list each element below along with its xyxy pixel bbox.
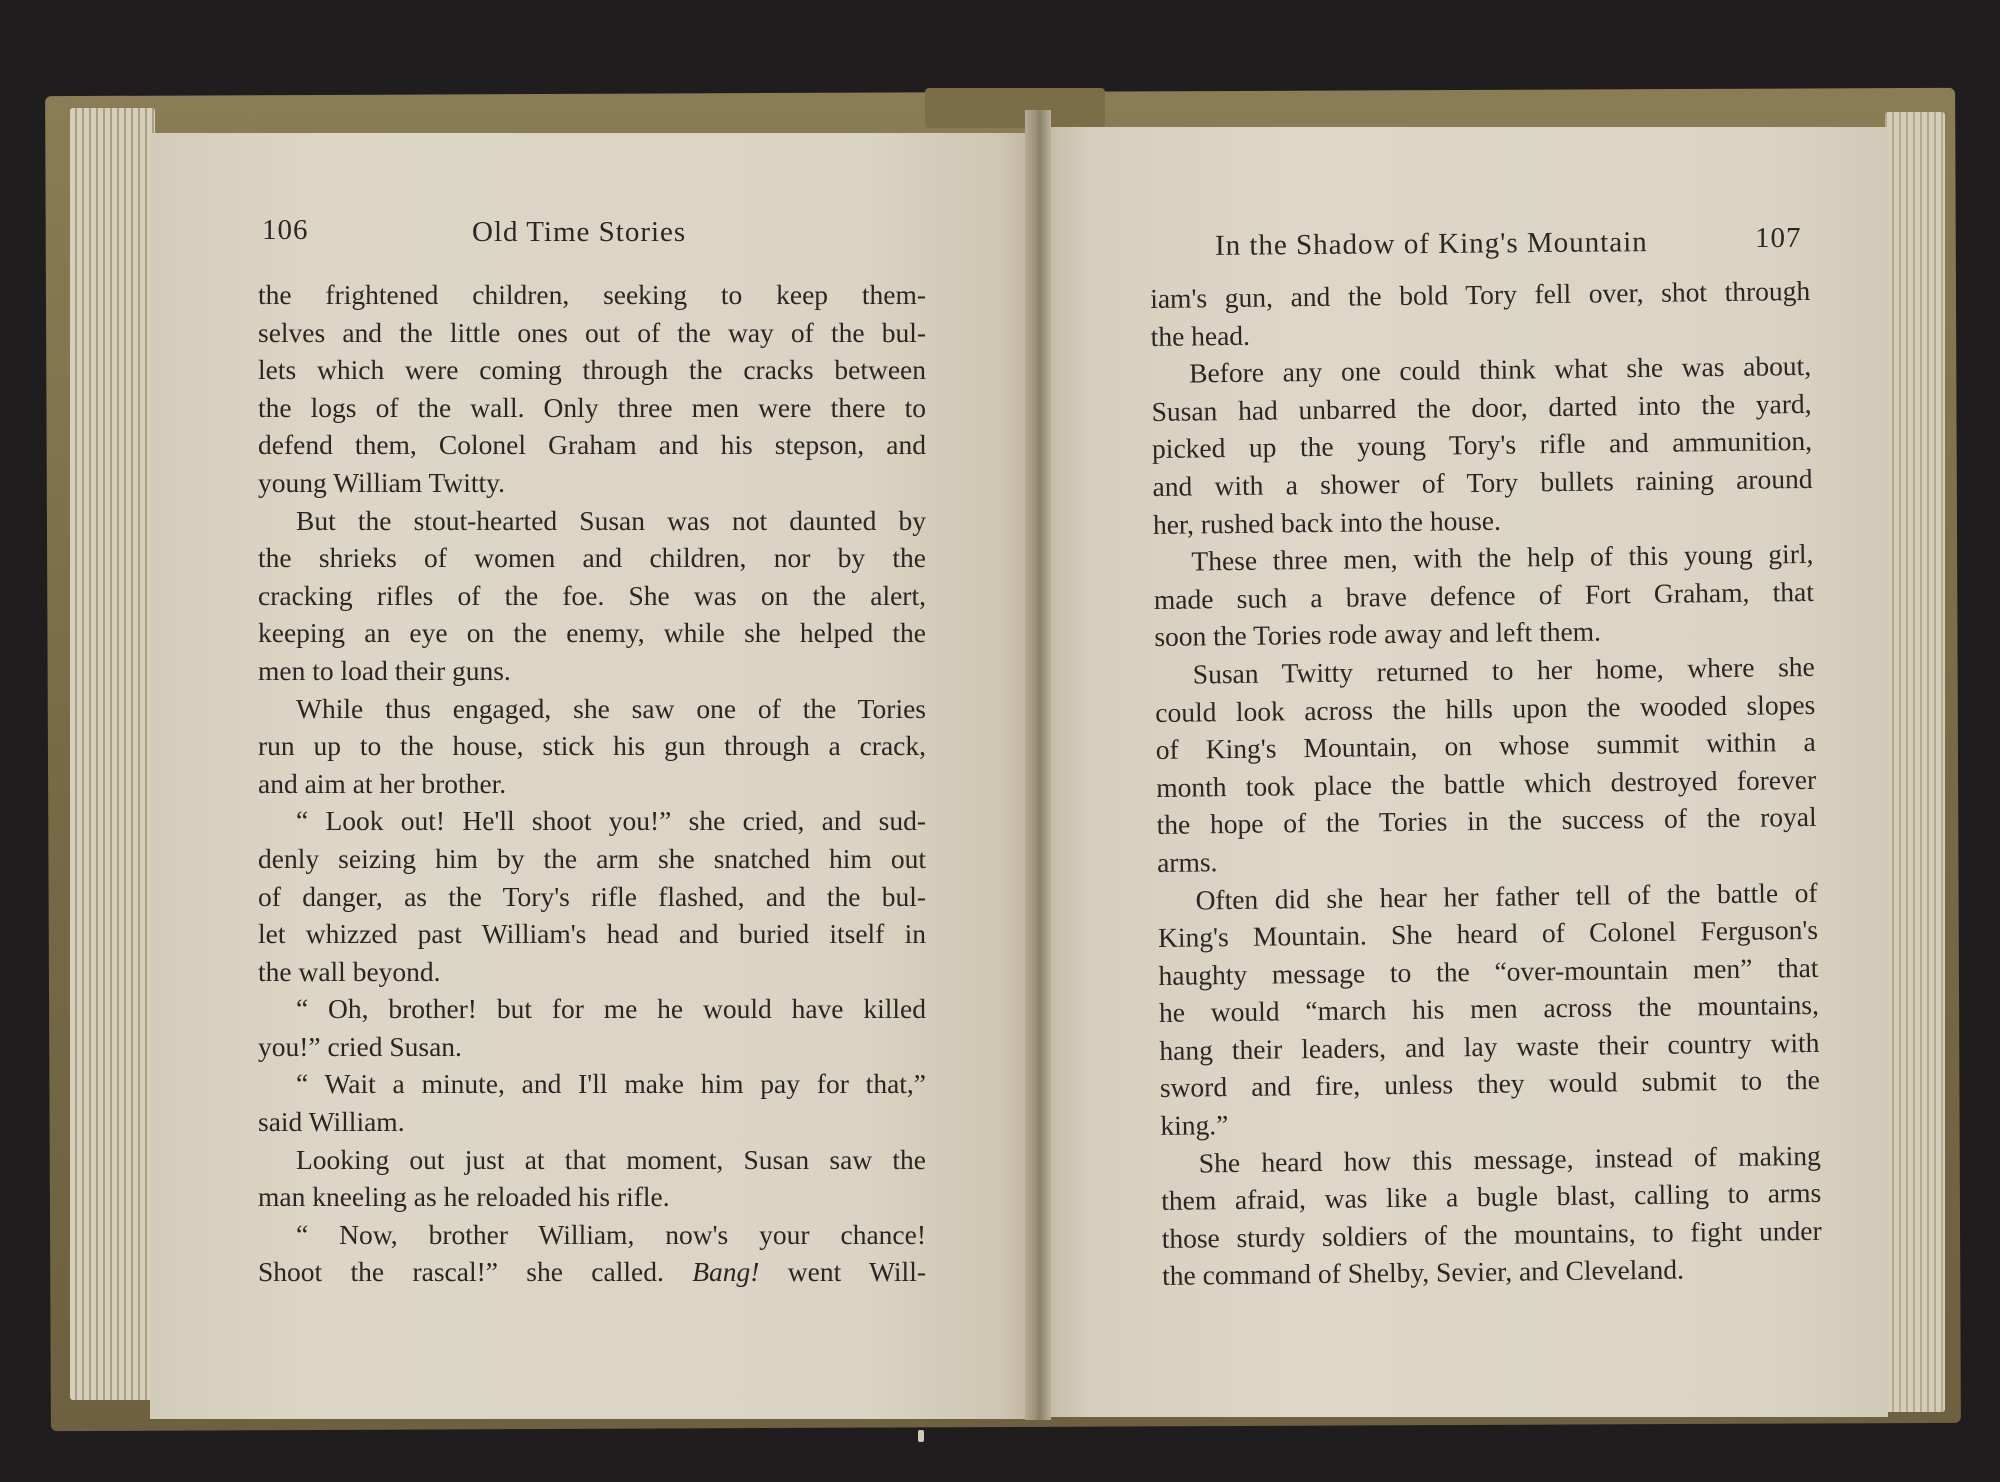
text-line: man kneeling as he reloaded his rifle. <box>258 1181 670 1213</box>
text-line: She heard how this message, instead of making <box>1198 1139 1821 1179</box>
text-line: defend them, Colonel Graham and his stepson, and <box>258 429 926 461</box>
text-line: hang their leaders, and lay waste their country with <box>1159 1026 1820 1066</box>
text-line: Susan had unbarred the door, darted into the yard, <box>1151 387 1812 427</box>
text-line: the wall beyond. <box>258 955 441 987</box>
text-line: Often did she hear her father tell of the battle of <box>1195 876 1818 915</box>
text-line: let whizzed past William's head and buried itself in <box>258 918 926 950</box>
text-line: “ Wait a minute, and I'll make him pay for that,” <box>296 1068 926 1100</box>
text-line: “ Oh, brother! but for me he would have killed <box>296 993 926 1025</box>
text-line: keeping an eye on the enemy, while she helped the <box>258 617 926 649</box>
text-line: the frightened children, seeking to keep them- <box>258 279 926 310</box>
text-line: Susan Twitty returned to her home, where she <box>1192 650 1815 690</box>
text-segment: Shoot the rascal!” she called. <box>258 1256 693 1288</box>
text-line: made such a brave defence of Fort Graham, that <box>1153 575 1815 615</box>
text-line: While thus engaged, she saw one of the Tories <box>296 692 926 724</box>
text-line: “ Now, brother William, now's your chance! <box>296 1218 926 1250</box>
text-line: of King's Mountain, on whose summit within a <box>1155 726 1816 766</box>
text-line: King's Mountain. She heard of Colonel Ferguson's <box>1157 913 1819 954</box>
text-line: her, rushed back into the house. <box>1152 504 1502 540</box>
left-page-text <box>258 276 926 1291</box>
text-line: selves and the little ones out of the way of the bul- <box>258 316 926 348</box>
text-line: the head. <box>1150 319 1251 352</box>
text-line: cracking rifles of the foe. She was on the alert, <box>258 579 926 611</box>
text-line: arms. <box>1156 846 1218 878</box>
right-page-number: 107 <box>1755 222 1802 254</box>
text-line: could look across the hills upon the wooded slopes <box>1155 688 1816 728</box>
left-page-number: 106 <box>262 214 309 246</box>
text-line: month took place the battle which destroyed forever <box>1156 763 1817 803</box>
text-line: run up to the house, stick his gun through a crack, <box>258 730 926 762</box>
text-line: those sturdy soldiers of the mountains, to fight under <box>1161 1214 1822 1254</box>
right-page-text <box>1150 272 1822 1295</box>
text-line: These three men, with the help of this young girl, <box>1191 538 1814 577</box>
text-line: Looking out just at that moment, Susan saw the <box>296 1143 926 1175</box>
text-line: denly seizing him by the arm she snatched him out <box>258 842 926 874</box>
bang-word: Bang! <box>692 1256 760 1288</box>
page-edges-right <box>1885 112 1945 1412</box>
text-line: sword and fire, unless they would submit to the <box>1159 1064 1821 1104</box>
text-line: picked up the young Tory's rifle and ammunition, <box>1151 425 1813 465</box>
text-line: “ Look out! He'll shoot you!” she cried, and sud- <box>296 805 926 837</box>
left-running-title: Old Time Stories <box>472 216 687 248</box>
text-line: and with a shower of Tory bullets raining around <box>1152 462 1813 502</box>
text-line: haughty message to the “over-mountain men” that <box>1158 951 1819 991</box>
text-line: king.” <box>1160 1109 1229 1141</box>
text-line: Before any one could think what she was about, <box>1188 350 1812 389</box>
text-line: them afraid, was like a bugle blast, calling to arms <box>1161 1177 1822 1217</box>
desk-speck <box>918 1430 924 1442</box>
text-line: the logs of the wall. Only three men were there to <box>258 391 926 423</box>
text-line: But the stout-hearted Susan was not daunted by <box>296 504 926 536</box>
text-line: of danger, as the Tory's rifle flashed, and the bul- <box>258 880 926 912</box>
right-running-title: In the Shadow of King's Mountain <box>1214 226 1648 262</box>
text-line: lets which were coming through the cracks between <box>258 354 926 386</box>
text-line: the hope of the Tories in the success of the royal <box>1156 801 1817 841</box>
text-line: the command of Shelby, Sevier, and Cleveland. <box>1161 1253 1685 1292</box>
text-line: soon the Tories rode away and left them. <box>1154 615 1602 653</box>
page-edges-left <box>70 108 155 1400</box>
book-gutter <box>1025 110 1051 1420</box>
text-line: the shrieks of women and children, nor by the <box>258 542 926 574</box>
text-line: you!” cried Susan. <box>258 1030 462 1062</box>
text-line <box>258 1253 926 1291</box>
text-line: said William. <box>258 1106 405 1138</box>
text-line: and aim at her brother. <box>258 767 507 799</box>
text-line: men to load their guns. <box>258 654 511 686</box>
book-spine-top <box>925 88 1105 128</box>
text-segment: went Will- <box>759 1256 926 1288</box>
text-line: he would “march his men across the mountains, <box>1158 989 1820 1029</box>
text-line: iam's gun, and the bold Tory fell over, shot through <box>1150 274 1811 314</box>
text-line: young William Twitty. <box>258 466 506 498</box>
